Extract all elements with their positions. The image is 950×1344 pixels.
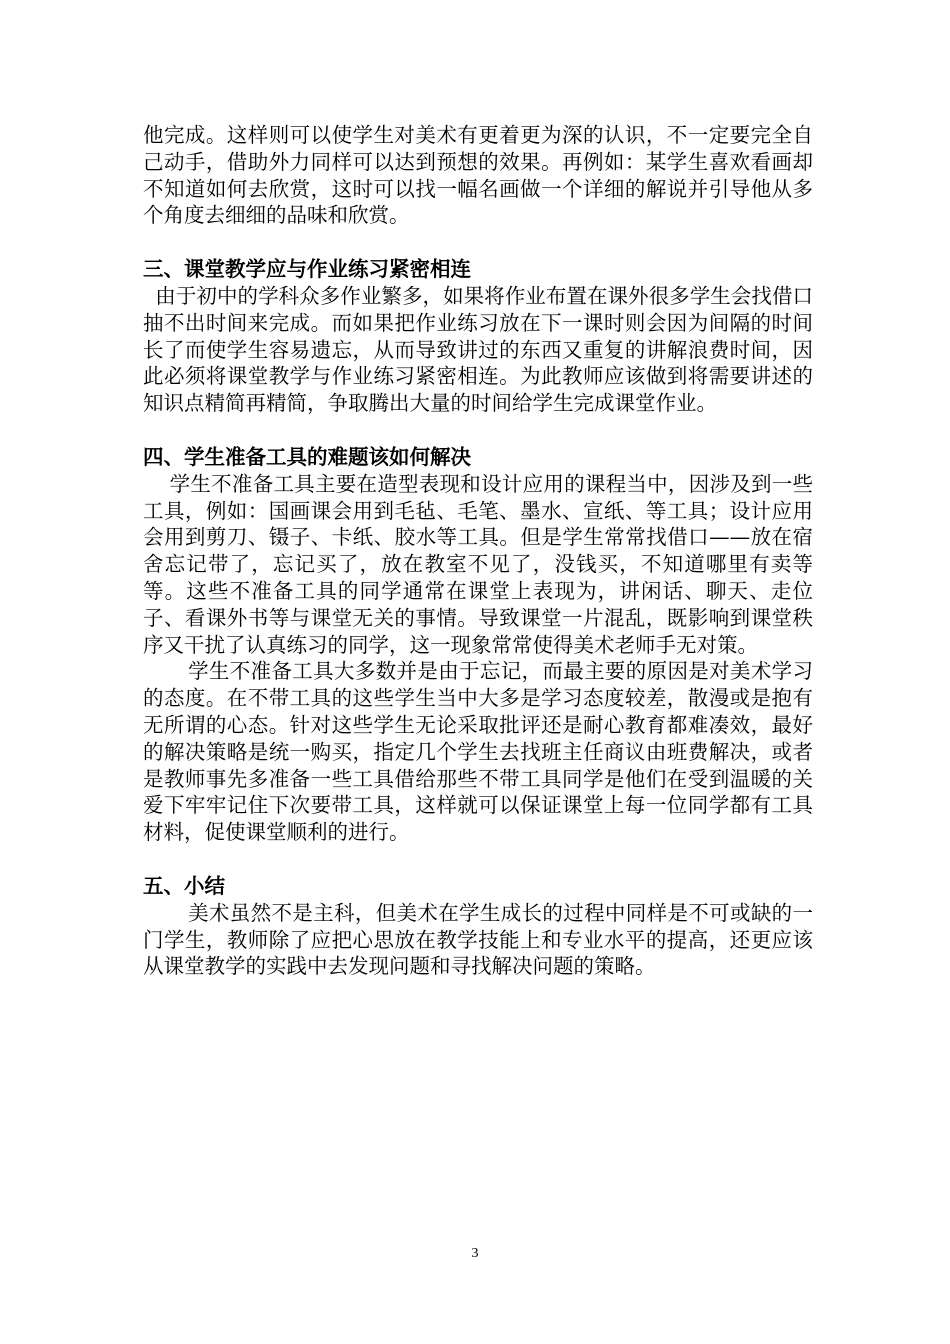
section-4-paragraph-1: 学生不准备工具主要在造型表现和设计应用的课程当中，因涉及到一些工具，例如：国画课会用到毛毡、毛笔、墨水、宣纸、等工具；设计应用会用到剪刀、镊子、卡纸、胶水等工具。但是学生常常找借口——放在宿舍忘记带了，忘记买了，放在教室不见了，没钱买，不知道哪里有卖等等。这些不准备工具的同学通常在课堂上表现为，讲闲话、聊天、走位子、看课外书等与课堂无关的事情。导致课堂一片混乱，既影响到课堂秩序又干扰了认真练习的同学，这一现象常常使得美术老师手无对策。 (143, 471, 813, 657)
section-spacer (143, 417, 813, 444)
document-body (143, 122, 813, 980)
intro-paragraph: 他完成。这样则可以使学生对美术有更着更为深的认识，不一定要完全自己动手，借助外力同样可以达到预想的效果。再例如：某学生喜欢看画却不知道如何去欣赏，这时可以找一幅名画做一个详细的解说并引导他从多个角度去细细的品味和欣赏。 (143, 123, 813, 228)
page-number: 3 (471, 1246, 479, 1261)
section-spacer (143, 229, 813, 256)
section-spacer (143, 846, 813, 873)
section-4-heading: 四、学生准备工具的难题该如何解决 (143, 444, 471, 469)
section-5-heading: 五、小结 (143, 873, 225, 898)
section-3-heading: 三、课堂教学应与作业练习紧密相连 (143, 257, 471, 282)
section-5-paragraph-1: 美术虽然不是主科，但美术在学生成长的过程中同样是不可或缺的一门学生，教师除了应把心思放在教学技能上和专业水平的提高，还更应该从课堂教学的实践中去发现问题和寻找解决问题的策略。 (143, 900, 813, 979)
section-3-paragraph-1: 由于初中的学科众多作业繁多，如果将作业布置在课外很多学生会找借口抽不出时间来完成。而如果把作业练习放在下一课时则会因为间隔的时间长了而使学生容易遗忘，从而导致讲过的东西又重复的讲解浪费时间，因此必须将课堂教学与作业练习紧密相连。为此教师应该做到将需要讲述的知识点精简再精简，争取腾出大量的时间给学生完成课堂作业。 (143, 283, 813, 416)
section-4-paragraph-2: 学生不准备工具大多数并是由于忘记，而最主要的原因是对美术学习的态度。在不带工具的这些学生当中大多是学习态度较差，散漫或是抱有无所谓的心态。针对这些学生无论采取批评还是耐心教育都难凑效，最好的解决策略是统一购买，指定几个学生去找班主任商议由班费解决，或者是教师事先多准备一些工具借给那些不带工具同学是他们在受到温暖的关爱下牢牢记住下次要带工具，这样就可以保证课堂上每一位同学都有工具材料，促使课堂顺利的进行。 (143, 659, 813, 845)
